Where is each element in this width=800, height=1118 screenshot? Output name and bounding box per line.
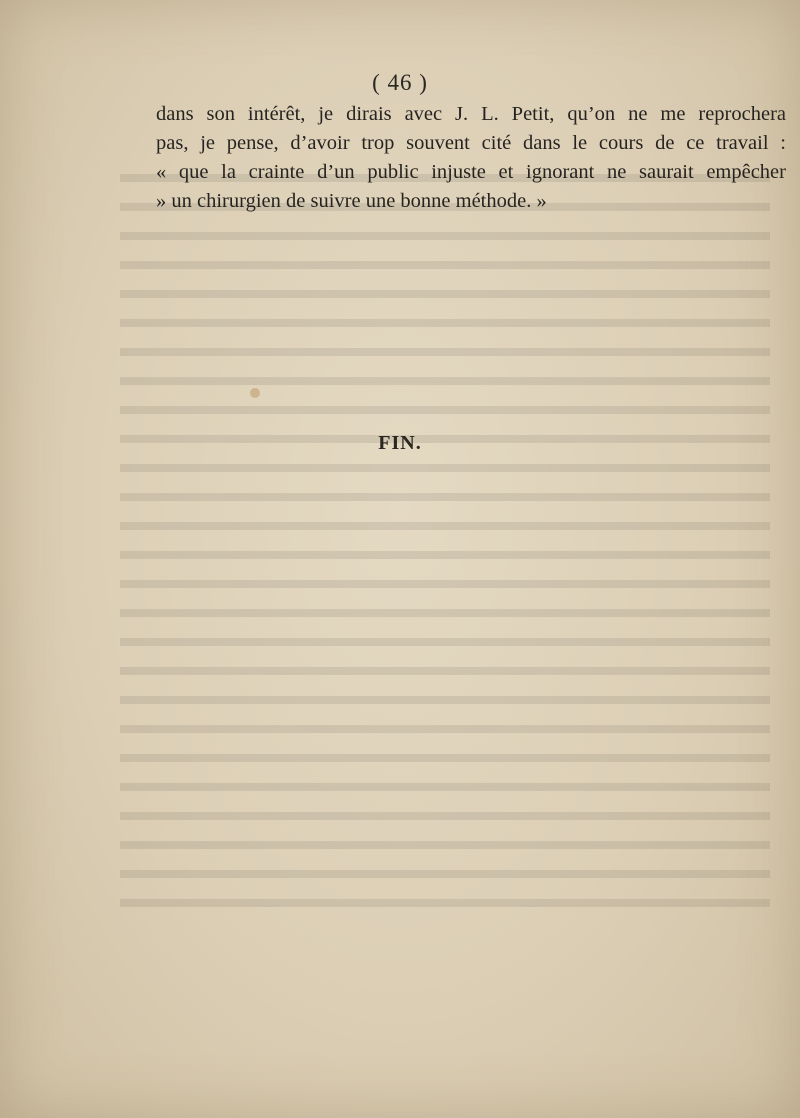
bleed-through-text <box>120 160 770 920</box>
text-line-3: « que la crainte d’un public injuste et ignorant ne saurait empêcher <box>156 161 786 183</box>
text-line-1: dans son intérêt, je dirais avec J. L. Petit, qu’on ne me reprochera <box>156 103 786 125</box>
paper-stain <box>250 388 260 398</box>
text-line-4: » un chirurgien de suivre une bonne méthode. » <box>156 190 547 212</box>
page-number: ( 46 ) <box>372 70 428 95</box>
end-mark: FIN. <box>378 432 422 454</box>
text-line-2: pas, je pense, d’avoir trop souvent cité dans le cours de ce travail : <box>156 132 786 154</box>
body-text <box>156 100 786 216</box>
